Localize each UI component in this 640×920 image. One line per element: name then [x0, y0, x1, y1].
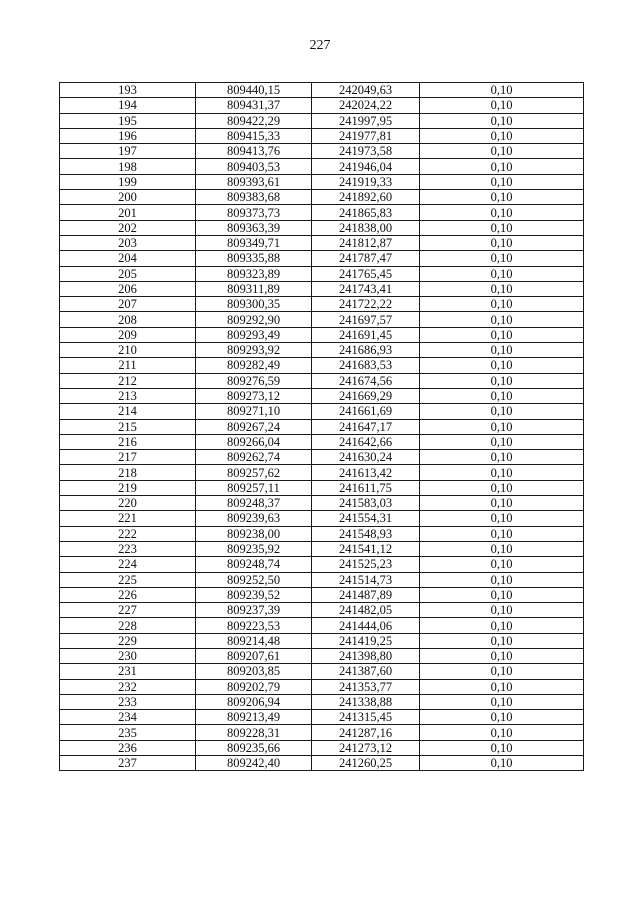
- y-coordinate-cell: 241630,24: [312, 450, 420, 465]
- x-coordinate-cell: 809373,73: [196, 205, 312, 220]
- x-coordinate-cell: 809267,24: [196, 419, 312, 434]
- table-row: [60, 98, 584, 113]
- value-cell: 0,10: [420, 404, 584, 419]
- value-cell: 0,10: [420, 83, 584, 98]
- x-coordinate-cell: 809276,59: [196, 373, 312, 388]
- table-row: [60, 266, 584, 281]
- y-coordinate-cell: 241691,45: [312, 327, 420, 342]
- y-coordinate-cell: 241548,93: [312, 526, 420, 541]
- point-number-cell: 217: [60, 450, 196, 465]
- x-coordinate-cell: 809203,85: [196, 664, 312, 679]
- point-number-cell: 223: [60, 541, 196, 556]
- point-number-cell: 201: [60, 205, 196, 220]
- y-coordinate-cell: 241387,60: [312, 664, 420, 679]
- table-row: [60, 327, 584, 342]
- table-row: [60, 159, 584, 174]
- x-coordinate-cell: 809238,00: [196, 526, 312, 541]
- table-row: [60, 603, 584, 618]
- value-cell: 0,10: [420, 266, 584, 281]
- table-row: [60, 679, 584, 694]
- value-cell: 0,10: [420, 220, 584, 235]
- y-coordinate-cell: 241997,95: [312, 113, 420, 128]
- value-cell: 0,10: [420, 756, 584, 771]
- point-number-cell: 230: [60, 648, 196, 663]
- point-number-cell: 222: [60, 526, 196, 541]
- x-coordinate-cell: 809239,63: [196, 511, 312, 526]
- point-number-cell: 198: [60, 159, 196, 174]
- point-number-cell: 197: [60, 144, 196, 159]
- x-coordinate-cell: 809228,31: [196, 725, 312, 740]
- x-coordinate-cell: 809235,92: [196, 541, 312, 556]
- y-coordinate-cell: 241482,05: [312, 603, 420, 618]
- y-coordinate-cell: 241273,12: [312, 740, 420, 755]
- value-cell: 0,10: [420, 312, 584, 327]
- point-number-cell: 202: [60, 220, 196, 235]
- value-cell: 0,10: [420, 327, 584, 342]
- x-coordinate-cell: 809300,35: [196, 297, 312, 312]
- y-coordinate-cell: 241661,69: [312, 404, 420, 419]
- value-cell: 0,10: [420, 128, 584, 143]
- table-row: [60, 144, 584, 159]
- y-coordinate-cell: 241554,31: [312, 511, 420, 526]
- table-row: [60, 496, 584, 511]
- value-cell: 0,10: [420, 664, 584, 679]
- value-cell: 0,10: [420, 373, 584, 388]
- x-coordinate-cell: 809239,52: [196, 587, 312, 602]
- table-row: [60, 618, 584, 633]
- point-number-cell: 233: [60, 694, 196, 709]
- table-row: [60, 220, 584, 235]
- point-number-cell: 204: [60, 251, 196, 266]
- value-cell: 0,10: [420, 725, 584, 740]
- value-cell: 0,10: [420, 633, 584, 648]
- x-coordinate-cell: 809257,62: [196, 465, 312, 480]
- table-row: [60, 297, 584, 312]
- point-number-cell: 214: [60, 404, 196, 419]
- table-row: [60, 419, 584, 434]
- point-number-cell: 227: [60, 603, 196, 618]
- table-row: [60, 740, 584, 755]
- value-cell: 0,10: [420, 526, 584, 541]
- y-coordinate-cell: 242024,22: [312, 98, 420, 113]
- y-coordinate-cell: 241892,60: [312, 190, 420, 205]
- point-number-cell: 208: [60, 312, 196, 327]
- coordinates-table: [59, 82, 584, 771]
- x-coordinate-cell: 809335,88: [196, 251, 312, 266]
- value-cell: 0,10: [420, 144, 584, 159]
- value-cell: 0,10: [420, 511, 584, 526]
- point-number-cell: 231: [60, 664, 196, 679]
- x-coordinate-cell: 809293,49: [196, 327, 312, 342]
- point-number-cell: 218: [60, 465, 196, 480]
- point-number-cell: 221: [60, 511, 196, 526]
- x-coordinate-cell: 809415,33: [196, 128, 312, 143]
- x-coordinate-cell: 809202,79: [196, 679, 312, 694]
- value-cell: 0,10: [420, 694, 584, 709]
- y-coordinate-cell: 241674,56: [312, 373, 420, 388]
- page-number: 227: [309, 38, 331, 53]
- value-cell: 0,10: [420, 648, 584, 663]
- point-number-cell: 224: [60, 557, 196, 572]
- x-coordinate-cell: 809223,53: [196, 618, 312, 633]
- table-row: [60, 113, 584, 128]
- table-row: [60, 664, 584, 679]
- y-coordinate-cell: 241398,80: [312, 648, 420, 663]
- table-row: [60, 465, 584, 480]
- point-number-cell: 216: [60, 434, 196, 449]
- x-coordinate-cell: 809271,10: [196, 404, 312, 419]
- value-cell: 0,10: [420, 572, 584, 587]
- y-coordinate-cell: 241525,23: [312, 557, 420, 572]
- point-number-cell: 219: [60, 480, 196, 495]
- y-coordinate-cell: 241514,73: [312, 572, 420, 587]
- x-coordinate-cell: 809282,49: [196, 358, 312, 373]
- point-number-cell: 226: [60, 587, 196, 602]
- y-coordinate-cell: 241611,75: [312, 480, 420, 495]
- y-coordinate-cell: 241812,87: [312, 235, 420, 250]
- table-row: [60, 572, 584, 587]
- value-cell: 0,10: [420, 388, 584, 403]
- value-cell: 0,10: [420, 679, 584, 694]
- coordinates-table-body: [60, 83, 584, 771]
- point-number-cell: 193: [60, 83, 196, 98]
- y-coordinate-cell: 241919,33: [312, 174, 420, 189]
- y-coordinate-cell: 241787,47: [312, 251, 420, 266]
- table-row: [60, 587, 584, 602]
- x-coordinate-cell: 809273,12: [196, 388, 312, 403]
- x-coordinate-cell: 809431,37: [196, 98, 312, 113]
- x-coordinate-cell: 809248,74: [196, 557, 312, 572]
- table-row: [60, 373, 584, 388]
- y-coordinate-cell: 241683,53: [312, 358, 420, 373]
- x-coordinate-cell: 809363,39: [196, 220, 312, 235]
- y-coordinate-cell: 241541,12: [312, 541, 420, 556]
- x-coordinate-cell: 809266,04: [196, 434, 312, 449]
- y-coordinate-cell: 241642,66: [312, 434, 420, 449]
- table-row: [60, 358, 584, 373]
- point-number-cell: 196: [60, 128, 196, 143]
- value-cell: 0,10: [420, 251, 584, 266]
- value-cell: 0,10: [420, 190, 584, 205]
- point-number-cell: 213: [60, 388, 196, 403]
- value-cell: 0,10: [420, 450, 584, 465]
- point-number-cell: 225: [60, 572, 196, 587]
- value-cell: 0,10: [420, 159, 584, 174]
- value-cell: 0,10: [420, 297, 584, 312]
- table-row: [60, 312, 584, 327]
- value-cell: 0,10: [420, 98, 584, 113]
- x-coordinate-cell: 809293,92: [196, 343, 312, 358]
- point-number-cell: 199: [60, 174, 196, 189]
- value-cell: 0,10: [420, 618, 584, 633]
- x-coordinate-cell: 809403,53: [196, 159, 312, 174]
- table-row: [60, 235, 584, 250]
- x-coordinate-cell: 809383,68: [196, 190, 312, 205]
- table-row: [60, 648, 584, 663]
- x-coordinate-cell: 809393,61: [196, 174, 312, 189]
- value-cell: 0,10: [420, 419, 584, 434]
- point-number-cell: 210: [60, 343, 196, 358]
- table-row: [60, 756, 584, 771]
- point-number-cell: 236: [60, 740, 196, 755]
- value-cell: 0,10: [420, 557, 584, 572]
- value-cell: 0,10: [420, 496, 584, 511]
- y-coordinate-cell: 241697,57: [312, 312, 420, 327]
- x-coordinate-cell: 809252,50: [196, 572, 312, 587]
- point-number-cell: 235: [60, 725, 196, 740]
- y-coordinate-cell: 241743,41: [312, 281, 420, 296]
- table-row: [60, 710, 584, 725]
- table-row: [60, 511, 584, 526]
- x-coordinate-cell: 809292,90: [196, 312, 312, 327]
- value-cell: 0,10: [420, 603, 584, 618]
- y-coordinate-cell: 241419,25: [312, 633, 420, 648]
- y-coordinate-cell: 241583,03: [312, 496, 420, 511]
- value-cell: 0,10: [420, 113, 584, 128]
- point-number-cell: 228: [60, 618, 196, 633]
- value-cell: 0,10: [420, 235, 584, 250]
- y-coordinate-cell: 241613,42: [312, 465, 420, 480]
- table-row: [60, 480, 584, 495]
- y-coordinate-cell: 241946,04: [312, 159, 420, 174]
- y-coordinate-cell: 241260,25: [312, 756, 420, 771]
- x-coordinate-cell: 809422,29: [196, 113, 312, 128]
- table-row: [60, 174, 584, 189]
- table-row: [60, 526, 584, 541]
- point-number-cell: 207: [60, 297, 196, 312]
- y-coordinate-cell: 241353,77: [312, 679, 420, 694]
- x-coordinate-cell: 809257,11: [196, 480, 312, 495]
- y-coordinate-cell: 241669,29: [312, 388, 420, 403]
- y-coordinate-cell: 241315,45: [312, 710, 420, 725]
- table-row: [60, 190, 584, 205]
- table-row: [60, 343, 584, 358]
- point-number-cell: 205: [60, 266, 196, 281]
- table-row: [60, 388, 584, 403]
- point-number-cell: 195: [60, 113, 196, 128]
- table-row: [60, 83, 584, 98]
- y-coordinate-cell: 242049,63: [312, 83, 420, 98]
- x-coordinate-cell: 809206,94: [196, 694, 312, 709]
- point-number-cell: 232: [60, 679, 196, 694]
- point-number-cell: 229: [60, 633, 196, 648]
- y-coordinate-cell: 241838,00: [312, 220, 420, 235]
- point-number-cell: 211: [60, 358, 196, 373]
- value-cell: 0,10: [420, 358, 584, 373]
- x-coordinate-cell: 809214,48: [196, 633, 312, 648]
- x-coordinate-cell: 809349,71: [196, 235, 312, 250]
- table-row: [60, 281, 584, 296]
- x-coordinate-cell: 809237,39: [196, 603, 312, 618]
- y-coordinate-cell: 241977,81: [312, 128, 420, 143]
- value-cell: 0,10: [420, 434, 584, 449]
- y-coordinate-cell: 241287,16: [312, 725, 420, 740]
- y-coordinate-cell: 241487,89: [312, 587, 420, 602]
- point-number-cell: 194: [60, 98, 196, 113]
- value-cell: 0,10: [420, 740, 584, 755]
- value-cell: 0,10: [420, 541, 584, 556]
- table-row: [60, 557, 584, 572]
- value-cell: 0,10: [420, 343, 584, 358]
- x-coordinate-cell: 809248,37: [196, 496, 312, 511]
- point-number-cell: 203: [60, 235, 196, 250]
- y-coordinate-cell: 241765,45: [312, 266, 420, 281]
- point-number-cell: 234: [60, 710, 196, 725]
- x-coordinate-cell: 809440,15: [196, 83, 312, 98]
- table-row: [60, 725, 584, 740]
- table-row: [60, 251, 584, 266]
- value-cell: 0,10: [420, 587, 584, 602]
- x-coordinate-cell: 809311,89: [196, 281, 312, 296]
- y-coordinate-cell: 241647,17: [312, 419, 420, 434]
- table-row: [60, 404, 584, 419]
- value-cell: 0,10: [420, 205, 584, 220]
- x-coordinate-cell: 809207,61: [196, 648, 312, 663]
- point-number-cell: 209: [60, 327, 196, 342]
- y-coordinate-cell: 241722,22: [312, 297, 420, 312]
- x-coordinate-cell: 809242,40: [196, 756, 312, 771]
- x-coordinate-cell: 809413,76: [196, 144, 312, 159]
- y-coordinate-cell: 241338,88: [312, 694, 420, 709]
- value-cell: 0,10: [420, 710, 584, 725]
- point-number-cell: 215: [60, 419, 196, 434]
- value-cell: 0,10: [420, 174, 584, 189]
- point-number-cell: 237: [60, 756, 196, 771]
- y-coordinate-cell: 241444,06: [312, 618, 420, 633]
- value-cell: 0,10: [420, 281, 584, 296]
- table-row: [60, 434, 584, 449]
- x-coordinate-cell: 809213,49: [196, 710, 312, 725]
- table-row: [60, 128, 584, 143]
- y-coordinate-cell: 241865,83: [312, 205, 420, 220]
- table-row: [60, 633, 584, 648]
- point-number-cell: 200: [60, 190, 196, 205]
- y-coordinate-cell: 241686,93: [312, 343, 420, 358]
- point-number-cell: 220: [60, 496, 196, 511]
- table-row: [60, 205, 584, 220]
- value-cell: 0,10: [420, 480, 584, 495]
- point-number-cell: 206: [60, 281, 196, 296]
- x-coordinate-cell: 809235,66: [196, 740, 312, 755]
- value-cell: 0,10: [420, 465, 584, 480]
- point-number-cell: 212: [60, 373, 196, 388]
- y-coordinate-cell: 241973,58: [312, 144, 420, 159]
- table-row: [60, 450, 584, 465]
- x-coordinate-cell: 809323,89: [196, 266, 312, 281]
- table-row: [60, 541, 584, 556]
- x-coordinate-cell: 809262,74: [196, 450, 312, 465]
- table-row: [60, 694, 584, 709]
